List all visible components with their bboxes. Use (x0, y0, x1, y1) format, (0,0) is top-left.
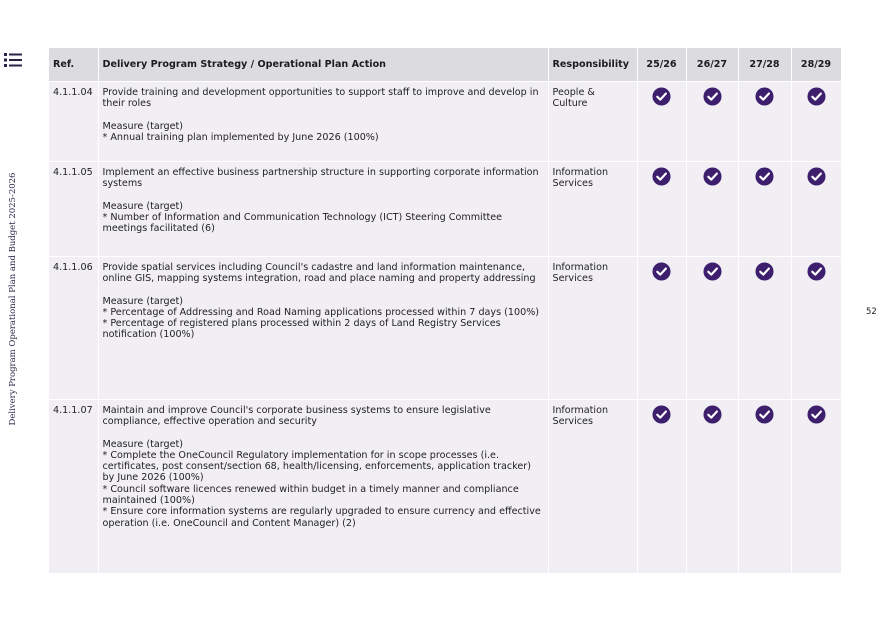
check-circle-icon (807, 262, 826, 281)
header-year-2728: 27/28 (738, 48, 791, 82)
action-text: Implement an effective business partnership structure in supporting corporate information systems (102, 167, 539, 190)
check-circle-icon (652, 262, 671, 281)
check-circle-icon (755, 167, 774, 186)
side-document-title: Delivery Program Operational Plan and Budget 2025-2026 (8, 172, 18, 426)
row-action-cell (98, 82, 548, 162)
table-header-row (49, 48, 841, 82)
measure-item: * Percentage of registered plans processed within 2 days of Land Registry Services notification (100%) (102, 318, 501, 341)
measure-label: Measure (target) (102, 200, 183, 212)
header-responsibility: Responsibility (548, 48, 637, 82)
check-circle-icon (652, 405, 671, 424)
measure-label: Measure (target) (102, 295, 183, 307)
header-year-2526: 25/26 (637, 48, 686, 82)
row-ref: 4.1.1.06 (49, 257, 98, 400)
check-circle-icon (755, 87, 774, 106)
row-ref: 4.1.1.05 (49, 162, 98, 257)
check-circle-icon (703, 405, 722, 424)
check-circle-icon (807, 405, 826, 424)
header-year-2627: 26/27 (686, 48, 738, 82)
measure-item: * Complete the OneCouncil Regulatory implementation for in scope processes (i.e. certificates, post consent/section 68, health/licensing, enforcements, application tracker) by June 2026 (100%) (102, 449, 531, 484)
row-ref: 4.1.1.04 (49, 82, 98, 162)
header-action: Delivery Program Strategy / Operational Plan Action (98, 48, 548, 82)
operational-plan-table (49, 48, 842, 573)
check-circle-icon (755, 262, 774, 281)
measure-item: * Council software licences renewed within budget in a timely manner and compliance maintained (100%) (102, 483, 519, 507)
row-action-cell (98, 400, 548, 573)
check-circle-icon (807, 167, 826, 186)
page-number: 52 (866, 307, 877, 317)
table-row (49, 257, 841, 400)
table-row (49, 400, 841, 573)
row-action-cell (98, 162, 548, 257)
row-action-cell (98, 257, 548, 400)
measure-item: * Percentage of Addressing and Road Naming applications processed within 7 days (100%) (102, 306, 540, 318)
row-responsibility: Information Services (548, 400, 637, 573)
measure-label: Measure (target) (102, 438, 183, 450)
row-responsibility: Information Services (548, 162, 637, 257)
header-ref: Ref. (49, 48, 98, 82)
row-responsibility: People & Culture (548, 82, 637, 162)
menu-icon[interactable] (4, 52, 22, 68)
action-text: Provide training and development opportunities to support staff to improve and develop in their roles (102, 87, 539, 110)
check-circle-icon (703, 87, 722, 106)
measure-item: * Ensure core information systems are regularly upgraded to ensure currency and effective operation (i.e. OneCouncil and Content Manager) (2) (102, 506, 541, 529)
table-row (49, 82, 841, 162)
row-ref: 4.1.1.07 (49, 400, 98, 573)
table-row (49, 162, 841, 257)
action-text: Maintain and improve Council's corporate business systems to ensure legislative compliance, effective operation and security (102, 405, 491, 428)
check-circle-icon (652, 167, 671, 186)
check-circle-icon (755, 405, 774, 424)
row-responsibility: Information Services (548, 257, 637, 400)
measure-label: Measure (target) (102, 120, 183, 132)
action-text: Provide spatial services including Council's cadastre and land information maintenance, online GIS, mapping systems integration, road and place naming and property addressing (102, 262, 536, 285)
check-circle-icon (807, 87, 826, 106)
check-circle-icon (703, 262, 722, 281)
header-year-2829: 28/29 (791, 48, 841, 82)
measure-item: * Annual training plan implemented by June 2026 (100%) (102, 131, 379, 143)
check-circle-icon (652, 87, 671, 106)
check-circle-icon (703, 167, 722, 186)
measure-item: * Number of Information and Communication Technology (ICT) Steering Committee meetings facilitated (6) (102, 211, 503, 235)
